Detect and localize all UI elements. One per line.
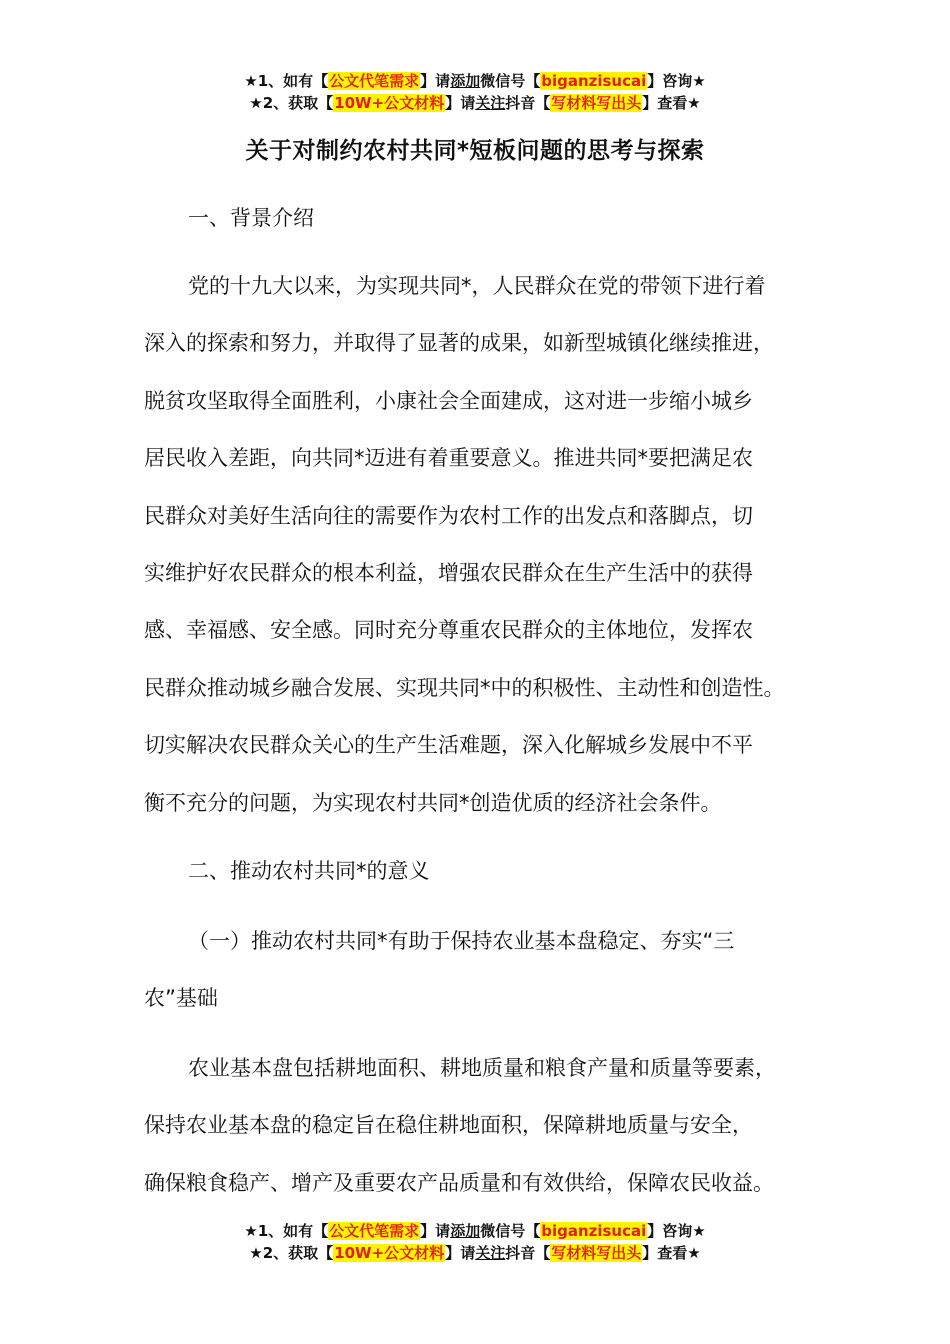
promo-douyin-id: 写材料写出头	[551, 1244, 642, 1262]
promo-underlined: 关注	[475, 94, 506, 112]
promo-text: 】请	[445, 1244, 476, 1262]
promo-wechat-id: biganzisucai	[541, 1222, 647, 1240]
promo-text: 】咨询★	[647, 1222, 706, 1240]
promo-text: 抖音【	[505, 94, 551, 112]
promo-text: 】查看★	[642, 94, 701, 112]
promo-text: 抖音【	[505, 1244, 551, 1262]
promo-highlight: 公文代笔需求	[329, 1222, 420, 1240]
paragraph-background	[144, 258, 830, 832]
promo-text: 微信号【	[480, 1222, 541, 1240]
promo-wechat-id: biganzisucai	[541, 72, 647, 90]
promo-text: 微信号【	[480, 72, 541, 90]
paragraph-line: 党的十九大以来，为实现共同*，人民群众在党的带领下进行着	[188, 274, 766, 298]
paragraph-line: 实维护好农民群众的根本利益，增强农民群众在生产生活中的获得	[144, 561, 753, 586]
promo-text: 】请	[445, 94, 476, 112]
promo-text: 】请	[420, 72, 451, 90]
promo-highlight: 10W+公文材料	[334, 94, 445, 112]
paragraph-agriculture	[144, 1040, 830, 1212]
promo-text: ★2、获取【	[249, 1244, 334, 1262]
section-heading-background: 一、背景介绍	[188, 206, 314, 230]
promo-banner-top	[0, 70, 950, 114]
promo-line-1	[0, 70, 950, 92]
paragraph-line: 确保粮食稳产、增产及重要农产品质量和有效供给，保障农民收益。	[144, 1170, 774, 1195]
promo-underlined: 关注	[475, 1244, 506, 1262]
promo-text: ★1、如有【	[244, 72, 329, 90]
promo-banner-bottom	[0, 1220, 950, 1264]
paragraph-line: 感、幸福感、安全感。同时充分尊重农民群众的主体地位，发挥农	[144, 618, 753, 643]
promo-text: 】请	[420, 1222, 451, 1240]
paragraph-line: 居民收入差距，向共同*迈进有着重要意义。推进共同*要把满足农	[144, 446, 753, 471]
paragraph-line: 民群众对美好生活向往的需要作为农村工作的出发点和落脚点，切	[144, 503, 753, 528]
promo-text: 】查看★	[642, 1244, 701, 1262]
paragraph-line: 民群众推动城乡融合发展、实现共同*中的积极性、主动性和创造性。	[144, 675, 785, 700]
promo-douyin-id: 写材料写出头	[551, 94, 642, 112]
paragraph-line: 脱贫攻坚取得全面胜利，小康社会全面建成，这对进一步缩小城乡	[144, 388, 753, 413]
paragraph-line: 农业基本盘包括耕地面积、耕地质量和粮食产量和质量等要素，	[188, 1056, 776, 1080]
promo-highlight: 公文代笔需求	[329, 72, 420, 90]
promo-line-1	[0, 1220, 950, 1242]
promo-text: 】咨询★	[647, 72, 706, 90]
promo-text: ★1、如有【	[244, 1222, 329, 1240]
promo-underlined: 添加	[450, 1222, 481, 1240]
subsection-heading-1	[144, 913, 830, 1028]
paragraph-line: 保持农业基本盘的稳定旨在稳住耕地面积，保障耕地质量与安全，	[144, 1113, 753, 1138]
paragraph-line: 衡不充分的问题，为实现农村共同*创造优质的经济社会条件。	[144, 790, 722, 815]
promo-text: ★2、获取【	[249, 94, 334, 112]
paragraph-line: 深入的探索和努力，并取得了显著的成果，如新型城镇化继续推进，	[144, 331, 774, 356]
section-heading-significance: 二、推动农村共同*的意义	[188, 859, 430, 883]
subsection-line: （一）推动农村共同*有助于保持农业基本盘稳定、夯实“三	[188, 929, 735, 953]
document-title: 关于对制约农村共同*短板问题的思考与探索	[245, 138, 705, 164]
promo-underlined: 添加	[450, 72, 481, 90]
paragraph-line: 切实解决农民群众关心的生产生活难题，深入化解城乡发展中不平	[144, 733, 753, 758]
promo-line-2	[0, 1242, 950, 1264]
promo-highlight: 10W+公文材料	[334, 1244, 445, 1262]
subsection-line: 农”基础	[144, 986, 218, 1011]
promo-line-2	[0, 92, 950, 114]
